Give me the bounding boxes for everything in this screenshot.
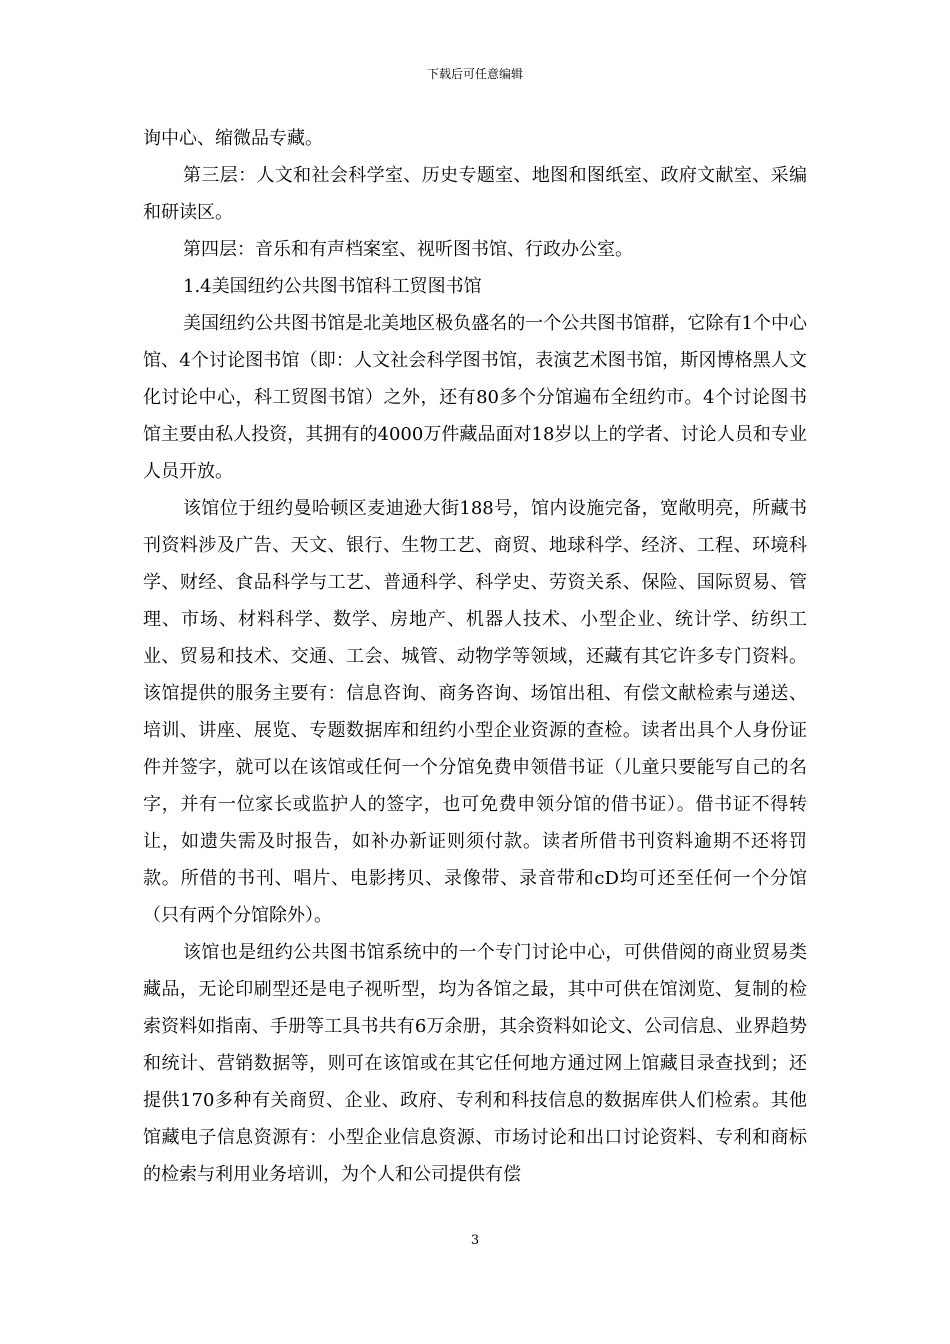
section-heading: 1.4美国纽约公共图书馆科工贸图书馆 [183, 276, 482, 297]
paragraph-third-floor: 第三层：人文和社会科学室、历史专题室、地图和图纸室、政府文献室、采编和研读区。 [143, 165, 807, 223]
paragraph-fourth-floor: 第四层：音乐和有声档案室、视听图书馆、行政办公室。 [183, 239, 633, 260]
paragraph-continuation: 询中心、缩微品专藏。 [143, 128, 323, 149]
paragraph-library-location-services: 该馆位于纽约曼哈顿区麦迪逊大街188号，馆内设施完备，宽敞明亮，所藏书刊资料涉及广告、天文、银行、生物工艺、商贸、地球科学、经济、工程、环境科学、财经、食品科学与工艺、普通科学、科学史、劳资关系、保险、国际贸易、管理、市场、材料科学、数学、房地产、机器人技术、小型企业、统计学、纺织工业、贸易和技术、交通、工会、城管、动物学等领域，还藏有其它许多专门资料。该馆提供的服务主要有：信息咨询、商务咨询、场馆出租、有偿文献检索与递送、培训、讲座、展览、专题数据库和纽约小型企业资源的查检。读者出具个人身份证件并签字，就可以在该馆或任何一个分馆免费申领借书证（儿童只要能写自己的名字，并有一位家长或监护人的签字，也可免费申领分馆的借书证）。借书证不得转让，如遗失需及时报告，如补办新证则须付款。读者所借书刊资料逾期不还将罚款。所借的书刊、唱片、电影拷贝、录像带、录音带和cD均可还至任何一个分馆（只有两个分馆除外）。 [143, 498, 807, 926]
paragraph-research-center: 该馆也是纽约公共图书馆系统中的一个专门讨论中心，可供借阅的商业贸易类藏品，无论印刷型还是电子视听型，均为各馆之最，其中可供在馆浏览、复制的检索资料如指南、手册等工具书共有6万余册，其余资料如论文、公司信息、业界趋势和统计、营销数据等，则可在该馆或在其它任何地方通过网上馆藏目录查找到；还提供170多种有关商贸、企业、政府、专利和科技信息的数据库供人们检索。其他馆藏电子信息资源有：小型企业信息资源、市场讨论和出口讨论资料、专利和商标的检索与利用业务培训，为个人和公司提供有偿 [143, 942, 807, 1185]
document-body [143, 120, 807, 1193]
page-number: 3 [470, 1233, 480, 1248]
page-header: 下载后可任意编辑 [426, 67, 523, 81]
paragraph-nypl-overview: 美国纽约公共图书馆是北美地区极负盛名的一个公共图书馆群，它除有1个中心馆、4个讨论图书馆（即：人文社会科学图书馆，表演艺术图书馆，斯冈博格黑人文化讨论中心，科工贸图书馆）之外，还有80多个分馆遍布全纽约市。4个讨论图书馆主要由私人投资，其拥有的4000万件藏品面对18岁以上的学者、讨论人员和专业人员开放。 [143, 313, 807, 482]
